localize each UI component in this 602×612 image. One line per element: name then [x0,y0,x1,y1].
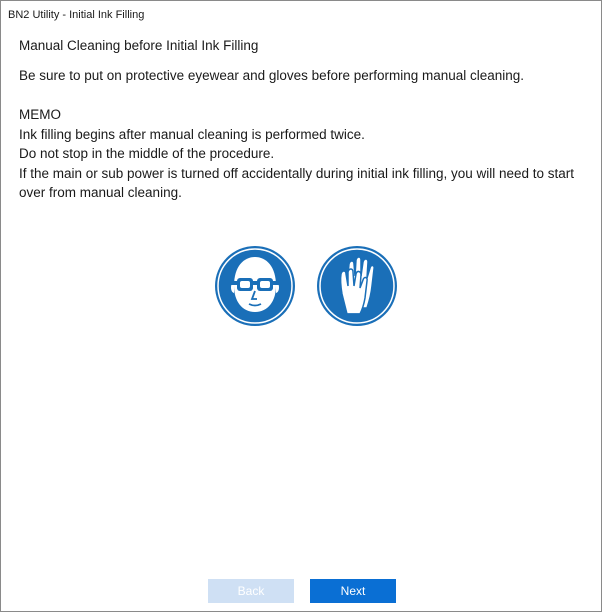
safety-warning-text: Be sure to put on protective eyewear and gloves before performing manual cleaning. [19,68,525,83]
memo-line: If the main or sub power is turned off accidentally during initial ink filling, you will need to start over from manual cleaning. [19,165,575,200]
memo-line: Ink filling begins after manual cleaning is performed twice. [19,126,365,142]
memo-title: MEMO [19,107,61,122]
window-title: BN2 Utility - Initial Ink Filling [8,9,145,21]
title-bar[interactable] [1,1,601,31]
memo-section [19,105,579,203]
eye-protection-icon [215,246,295,326]
protection-icons [215,246,397,328]
glove-protection-icon [317,246,397,326]
page-heading: Manual Cleaning before Initial Ink Filling [19,38,259,53]
next-button[interactable]: Next [310,579,396,603]
back-button[interactable]: Back [208,579,294,603]
memo-line: Do not stop in the middle of the procedure. [19,146,275,161]
